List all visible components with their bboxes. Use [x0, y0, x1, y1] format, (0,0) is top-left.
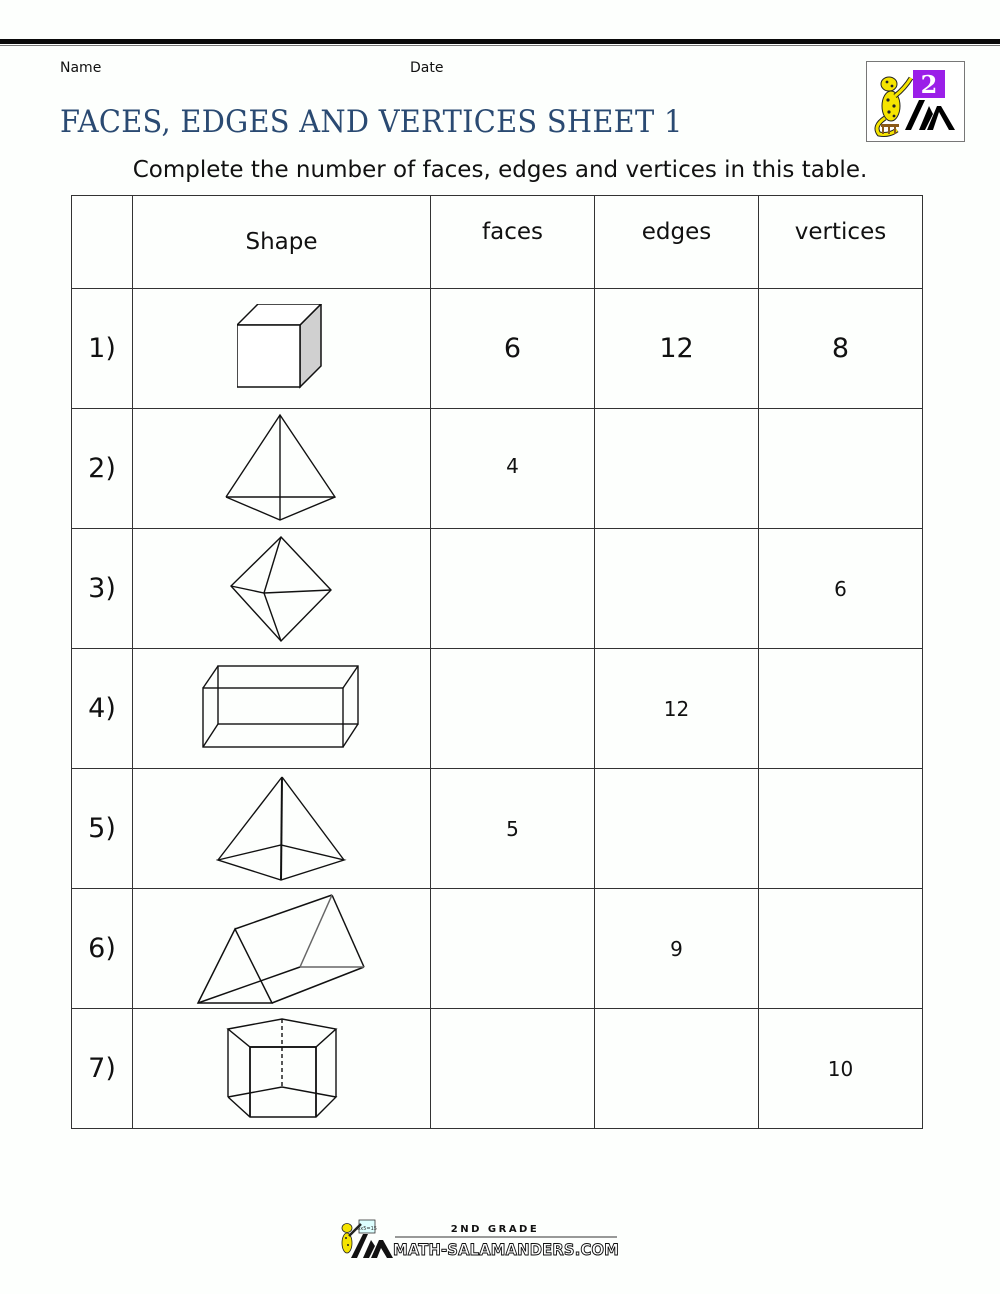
faces-cell[interactable]: 4: [431, 409, 595, 529]
top-rule-thin: [0, 45, 1000, 46]
shape-cell: [133, 289, 431, 409]
table-row: [72, 409, 923, 529]
shape-cell: [133, 409, 431, 529]
octahedron-icon: [230, 535, 334, 643]
row-label: 3): [72, 529, 133, 649]
edges-cell[interactable]: 9: [595, 889, 759, 1009]
table-row: [72, 649, 923, 769]
header-shape: Shape: [133, 196, 431, 289]
square-pyramid-icon: [216, 775, 348, 883]
svg-text:2ND GRADE: 2ND GRADE: [450, 1224, 540, 1235]
faces-cell[interactable]: 6: [431, 289, 595, 409]
shape-cell: [133, 649, 431, 769]
rectangular-prism-icon: [202, 665, 362, 753]
page-title: FACES, EDGES AND VERTICES SHEET 1: [60, 104, 683, 140]
vertices-cell[interactable]: 6: [759, 529, 923, 649]
header-faces: faces: [431, 196, 595, 289]
edges-cell[interactable]: [595, 529, 759, 649]
table-row: [72, 769, 923, 889]
edges-cell[interactable]: 12: [595, 289, 759, 409]
vertices-cell[interactable]: [759, 649, 923, 769]
math-salamanders-logo-icon: [335, 1218, 625, 1263]
row-label: 4): [72, 649, 133, 769]
table-row: [72, 529, 923, 649]
row-label: 7): [72, 1009, 133, 1129]
svg-text:MATH-SALAMANDERS.COM: MATH-SALAMANDERS.COM: [393, 1240, 619, 1259]
shape-cell: [133, 1009, 431, 1129]
shape-cell: [133, 769, 431, 889]
faces-cell[interactable]: 5: [431, 769, 595, 889]
faces-cell[interactable]: [431, 889, 595, 1009]
table-row: [72, 289, 923, 409]
vertices-cell[interactable]: [759, 889, 923, 1009]
table-row: [72, 1009, 923, 1129]
vertices-cell[interactable]: 8: [759, 289, 923, 409]
row-label: 1): [72, 289, 133, 409]
instructions: Complete the number of faces, edges and vertices in this table.: [132, 157, 868, 183]
header-number: [72, 196, 133, 289]
name-label: Name: [60, 60, 102, 76]
row-label: 5): [72, 769, 133, 889]
vertices-cell[interactable]: 10: [759, 1009, 923, 1129]
edges-cell[interactable]: [595, 769, 759, 889]
header-vertices: vertices: [759, 196, 923, 289]
svg-text:3x5=15: 3x5=15: [357, 1226, 377, 1232]
faces-cell[interactable]: [431, 649, 595, 769]
top-rule: [0, 39, 1000, 44]
edges-cell[interactable]: [595, 409, 759, 529]
row-label: 6): [72, 889, 133, 1009]
faces-cell[interactable]: [431, 1009, 595, 1129]
faces-edges-vertices-table: [71, 195, 923, 1129]
salamander-easel-logo-icon: [866, 61, 965, 142]
shape-cell: [133, 529, 431, 649]
table-header-row: [72, 196, 923, 289]
edges-cell[interactable]: [595, 1009, 759, 1129]
table-row: [72, 889, 923, 1009]
vertices-cell[interactable]: [759, 769, 923, 889]
pentagonal-prism-icon: [226, 1017, 338, 1121]
edges-cell[interactable]: 12: [595, 649, 759, 769]
header-edges: edges: [595, 196, 759, 289]
footer-logo: [335, 1218, 625, 1263]
faces-cell[interactable]: [431, 529, 595, 649]
vertices-cell[interactable]: [759, 409, 923, 529]
shape-cell: [133, 889, 431, 1009]
row-label: 2): [72, 409, 133, 529]
cube-icon: [237, 304, 327, 394]
svg-text:2: 2: [920, 70, 938, 99]
date-label: Date: [410, 60, 444, 76]
triangular-prism-icon: [196, 891, 368, 1007]
triangular-pyramid-icon: [224, 413, 340, 525]
